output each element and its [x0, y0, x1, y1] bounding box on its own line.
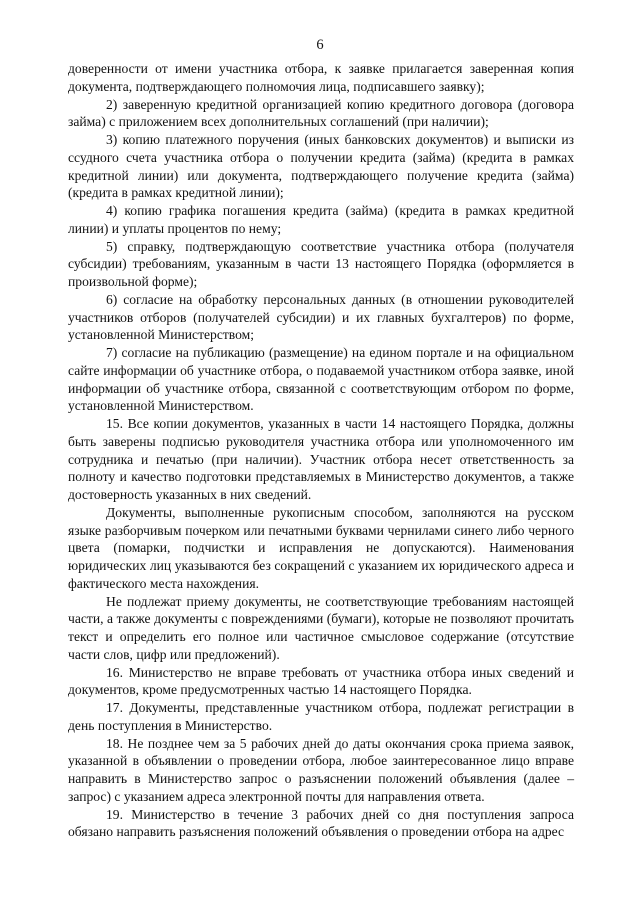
clause-17: 17. Документы, представленные участником отбора, подлежат регистрации в день поступления в Министерство. — [68, 700, 574, 733]
list-item-4: 4) копию графика погашения кредита (займа) (кредита в рамках кредитной линии) и уплаты процентов по нему; — [68, 203, 574, 236]
clause-18: 18. Не позднее чем за 5 рабочих дней до даты окончания срока приема заявок, указанной в объявлении о проведении отбора, любое заинтересованное лицо вправе направить в Министерство запрос о разъяснении положений объявления (далее – запрос) с указанием адреса электронной почты для направления ответа. — [68, 735, 574, 804]
clause-15-handwritten-docs: Документы, выполненные рукописным способом, заполняются на русском языке разборчивым почерком или печатными буквами чернилами синего либо черного цвета (помарки, подчистки и исправления не допускаются). Наименования юридических лиц указываются без сокращений с указанием их юридического адреса и фактического места нахождения. — [68, 504, 574, 591]
document-body — [68, 60, 574, 841]
page-number: 6 — [316, 37, 324, 53]
clause-15-rejected-docs: Не подлежат приему документы, не соответствующие требованиям настоящей части, а также документы с повреждениями (бумаги), которые не позволяют прочитать текст и определить его полное или частичное смысловое содержание (отсутствие части слов, цифр или предложений). — [68, 593, 574, 662]
list-item-2: 2) заверенную кредитной организацией копию кредитного договора (договора займа) с приложением всех дополнительных соглашений (при наличии); — [68, 96, 574, 130]
paragraph-continuation: доверенности от имени участника отбора, к заявке прилагается заверенная копия документа, подтверждающего полномочия лица, подписавшего заявку); — [68, 61, 574, 94]
list-item-7: 7) согласие на публикацию (размещение) на едином портале и на официальном сайте информации об участнике отбора, о подаваемой участником отбора заявке, иной информации об участнике отбора, связанной с соответствующим отбором по форме, установленной Министерством. — [68, 345, 574, 414]
list-item-5: 5) справку, подтверждающую соответствие участника отбора (получателя субсидии) требованиям, указанным в части 13 настоящего Порядка (оформляется в произвольной форме); — [68, 238, 574, 289]
list-item-6: 6) согласие на обработку персональных данных (в отношении руководителей участников отборов (получателей субсидии) и их главных бухгалтеров) по форме, установленной Министерством; — [68, 291, 574, 343]
clause-15: 15. Все копии документов, указанных в части 14 настоящего Порядка, должны быть заверены подписью руководителя участника отбора или уполномоченного им сотрудника и печатью (при наличии). Участник отбора несет ответственность за полноту и качество подготовки представляемых в Министерство документов, а также достоверность указанных в них сведений. — [68, 416, 574, 502]
list-item-3: 3) копию платежного поручения (иных банковских документов) и выписки из ссудного счета участника отбора о получении кредита (займа) (кредита в рамках кредитной линии) или документа, подтверждающего получение кредита (займа) (кредита в рамках кредитной линии); — [68, 132, 574, 201]
clause-19: 19. Министерство в течение 3 рабочих дней со дня поступления запроса обязано направить разъяснения положений объявления о проведении отбора на адрес — [68, 806, 574, 840]
clause-16: 16. Министерство не вправе требовать от участника отбора иных сведений и документов, кроме предусмотренных частью 14 настоящего Порядка. — [68, 664, 574, 698]
